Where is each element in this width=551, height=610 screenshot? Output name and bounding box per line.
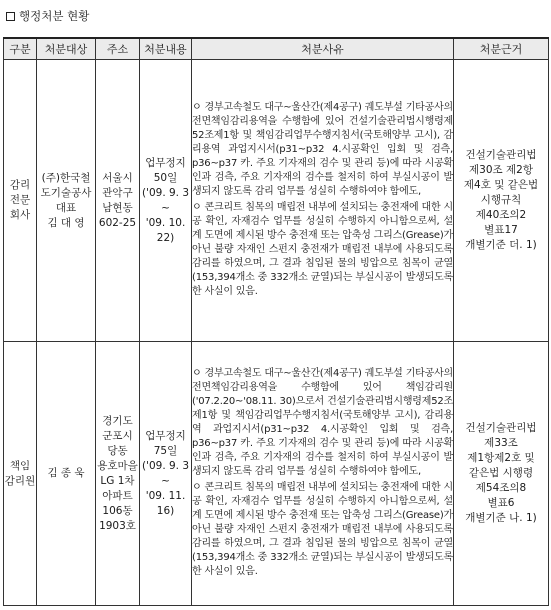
header-row (4, 38, 549, 60)
category-cell: 책임 감리원 (4, 342, 37, 606)
content-cell: 업무정지 50일 ('09. 9. 3 ~ '09. 10. 22) (140, 60, 192, 342)
reason-cell (192, 342, 454, 606)
reason-cell (192, 60, 454, 342)
header-address: 주소 (96, 38, 140, 60)
disposition-table (3, 37, 549, 606)
heading-text: 행정처분 현황 (19, 9, 90, 23)
reason-paragraph: ㅇ 콘크리트 침목의 매립전 내부에 설치되는 충전재에 대한 시공 확인, 자재검수 업무를 성실히 수행하지 아니함으로써, 설계 도면에 제시된 방수 충전재 또는 압축성 그리스(Grease)가 아닌 불량 자재인 스펀지 충전재가 매립전 내부에 사용되도록 감리를 하였으며, 그 결과 침입된 물의 빙압으로 침목이 균열(153,394개소 중 332개소 균열)되는 부실시공이 발생되도록 한 사실이 있음. (192, 201, 453, 298)
checkbox-square-icon (6, 12, 15, 21)
basis-cell: 건설기술관리법 제30조 제2항 제4호 및 같은법 시행규칙 제40조의2 별표17 개별기준 더. 1) (454, 60, 549, 342)
reason-paragraph: ㅇ 경부고속철도 대구~울산간(제4공구) 궤도부설 기타공사의 전면책임감리용역을 수행함에 있어 책임감리원('07.2.20~'08.11. 30)으로서 건설기술관리법시행령제52조제1항 및 책임감리업무수행지침서(국토해양부 고시), 감리용역 과업지시서(p31~p32 4.시공확인 입회 및 검측, p36~p37 카. 주요 기자재의 검수 및 관리 등)에 따라 시공확인과 검측, 주요 기자재의 검수를 철저히 하여 부실시공이 발생되지 않도록 감리 업무를 성실히 수행하여야 함에도, (192, 367, 453, 478)
header-reason: 처분사유 (192, 38, 454, 60)
basis-cell: 건설기술관리법 제33조 제1항제2호 및 같은법 시행령 제54조의8 별표6 개별기준 나. 1) (454, 342, 549, 606)
table-row (4, 60, 549, 342)
header-content: 처분내용 (140, 38, 192, 60)
header-basis: 처분근거 (454, 38, 549, 60)
target-cell: (주)한국철 도기술공사 대표 김 대 영 (37, 60, 96, 342)
table-row (4, 342, 549, 606)
content-cell: 업무정지 75일 ('09. 9. 3 ~ '09. 11. 16) (140, 342, 192, 606)
reason-paragraph: ㅇ 콘크리트 침목의 매립전 내부에 설치되는 충전재에 대한 시공 확인, 자재검수 업무를 성실히 수행하지 아니함으로써, 설계 도면에 제시된 방수 충전재 또는 압축성 그리스(Grease)가 아닌 불량 자재인 스펀지 충전재가 매립전 내부에 사용되도록 감리를 하였으며, 그 결과 침입된 물의 빙압으로 침목이 균열(153,394개소 중 332개소 균열)되는 부실시공이 발생되도록 한 사실이 있음. (192, 481, 453, 578)
section-heading (6, 8, 89, 24)
reason-paragraph: ㅇ 경부고속철도 대구~울산간(제4공구) 궤도부설 기타공사의 전면책임감리용역을 수행함에 있어 건설기술관리법시행령제52조제1항 및 책임감리업무수행지침서(국토해양부 고시), 감리용역 과업지시서(p31~p32 4.시공확인 입회 및 검측, p36~p37 카. 주요 기자재의 검수 및 관리 등)에 따라 시공확인과 검측, 주요 기자재의 검수를 철저히 하여 부실시공이 발생되지 않도록 감리 업무를 성실히 수행하여야 함에도, (192, 101, 453, 198)
address-cell: 경기도 군포시 당동 용호마을 LG 1차 아파트 106동 1903호 (96, 342, 140, 606)
header-category: 구분 (4, 38, 37, 60)
target-cell: 김 종 욱 (37, 342, 96, 606)
header-target: 처분대상 (37, 38, 96, 60)
category-cell: 감리 전문 회사 (4, 60, 37, 342)
address-cell: 서울시 관악구 남현동 602-25 (96, 60, 140, 342)
